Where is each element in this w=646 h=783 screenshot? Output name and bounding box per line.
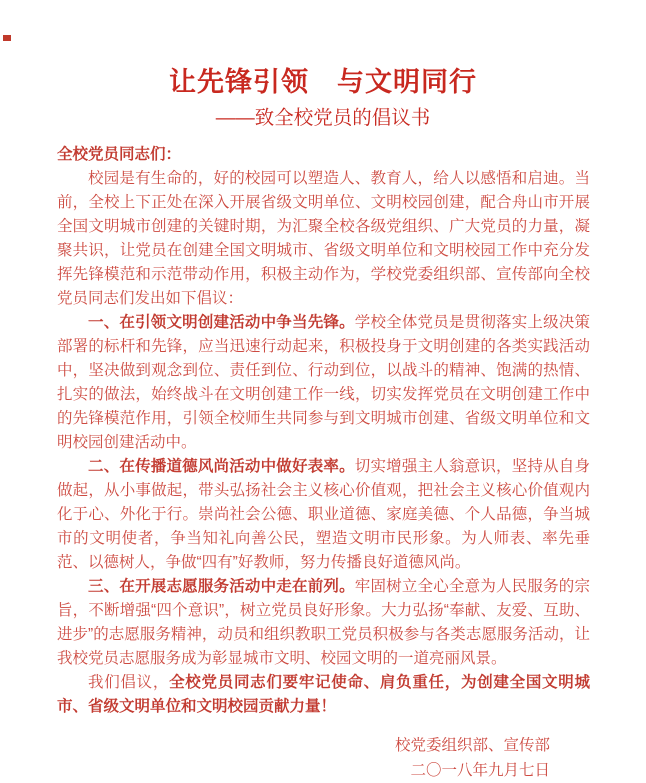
signature-org: 校党委组织部、宣传部: [394, 737, 550, 754]
paragraph-intro: [57, 167, 590, 311]
signature-date: 二〇一八年九月七日: [410, 762, 550, 779]
item-1-text: 学校全体党员是贯彻落实上级决策部署的标杆和先锋，应当迅速行动起来，积极投身于文明创建的各类实践活动中，坚决做到观念到位、责任到位、行动到位，以战斗的精神、饱满的热情、扎实的做法，始终战斗在文明创建工作一线，切实发挥党员在文明创建工作中的先锋模范作用，引领全校师生共同参与到文明城市创建、省级文明单位和文明校园创建活动中。: [57, 314, 590, 451]
item-2-text: 切实增强主人翁意识，坚持从自身做起，从小事做起，带头弘扬社会主义核心价值观，把社会主义核心价值观内化于心、外化于行。崇尚社会公德、职业道德、家庭美德、个人品德，争当城市的文明使者，争当知礼向善公民，塑造文明市民形象。为人师表、率先垂范、以德树人，争做“四有”好教师，努力传播良好道德风尚。: [57, 458, 590, 571]
paragraph-intro-text: 校园是有生命的，好的校园可以塑造人、教育人，给人以感悟和启迪。当前，全校上下正处在深入开展省级文明单位、文明校园创建，配合舟山市开展全国文明城市创建的关键时期，为汇聚全校各级党组织、广大党员的力量，凝聚共识，让党员在创建全国文明城市、省级文明单位和文明校园工作中充分发挥先锋模范和示范带动作用，积极主动作为，学校党委组织部、宣传部向全校党员同志们发出如下倡议：: [57, 170, 590, 307]
paragraph-closing: [57, 671, 590, 719]
paragraph-item-3: [57, 575, 590, 671]
paragraph-item-1: [57, 311, 590, 455]
document-body: [57, 143, 590, 783]
item-3-text: 牢固树立全心全意为人民服务的宗旨，不断增强“四个意识”，树立党员良好形象。大力弘扬“奉献、友爱、互助、进步”的志愿服务精神，动员和组织教职工党员积极参与各类志愿服务活动，让我校党员志愿服务成为彰显城市文明、校园文明的一道亮丽风景。: [57, 578, 590, 667]
closing-statement: 全校党员同志们要牢记使命、肩负重任，为创建全国文明城市、省级文明单位和文明校园贡献力量！: [57, 674, 590, 715]
document-title: 让先锋引领 与文明同行: [169, 67, 477, 97]
paragraph-item-2: [57, 455, 590, 575]
corner-mark: [3, 35, 11, 41]
document-subtitle: ——致全校党员的倡议书: [215, 107, 431, 129]
signature-block: [57, 733, 590, 783]
item-3-lead: 三、在开展志愿服务活动中走在前列。: [88, 578, 355, 595]
salutation: 全校党员同志们：: [57, 146, 182, 163]
item-2-lead: 二、在传播道德风尚活动中做好表率。: [88, 458, 355, 475]
closing-prefix: 我们倡议，: [88, 674, 170, 691]
item-1-lead: 一、在引领文明创建活动中争当先锋。: [88, 314, 355, 331]
